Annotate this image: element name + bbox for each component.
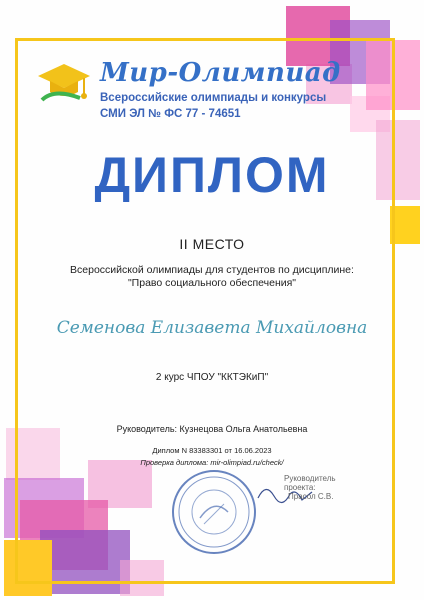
signature-role: Руководитель [284, 474, 336, 483]
stamp-seal [170, 468, 258, 556]
course-info: 2 курс ЧПОУ "ККТЭКиП" [155, 372, 269, 383]
logo-registration: СМИ ЭЛ № ФС 77 - 74651 [100, 108, 241, 120]
logo-title: Мир-Олимпиад [100, 58, 341, 88]
diploma-number: Диплом N 83383301 от 16.06.2023 [152, 446, 272, 455]
graduation-cap-icon [34, 58, 94, 108]
diploma-heading: ДИПЛОМ [94, 147, 330, 203]
leader-info: Руководитель: Кузнецова Ольга Анатольевна [116, 424, 308, 434]
place-label: II МЕСТО [179, 236, 245, 252]
diploma-check-link: Проверка диплома: mir-olimpiad.ru/check/ [140, 458, 284, 467]
olympiad-description: Всероссийской олимпиады для студентов по дисциплине: "Право социального обеспечения" [70, 264, 354, 289]
signature-role-cont: проекта: [284, 483, 316, 492]
recipient-name: Семенова Елизавета Михайловна [56, 318, 368, 338]
signature-name: Прасол С.В. [288, 492, 334, 501]
logo-subtitle: Всероссийские олимпиады и конкурсы [100, 92, 327, 104]
